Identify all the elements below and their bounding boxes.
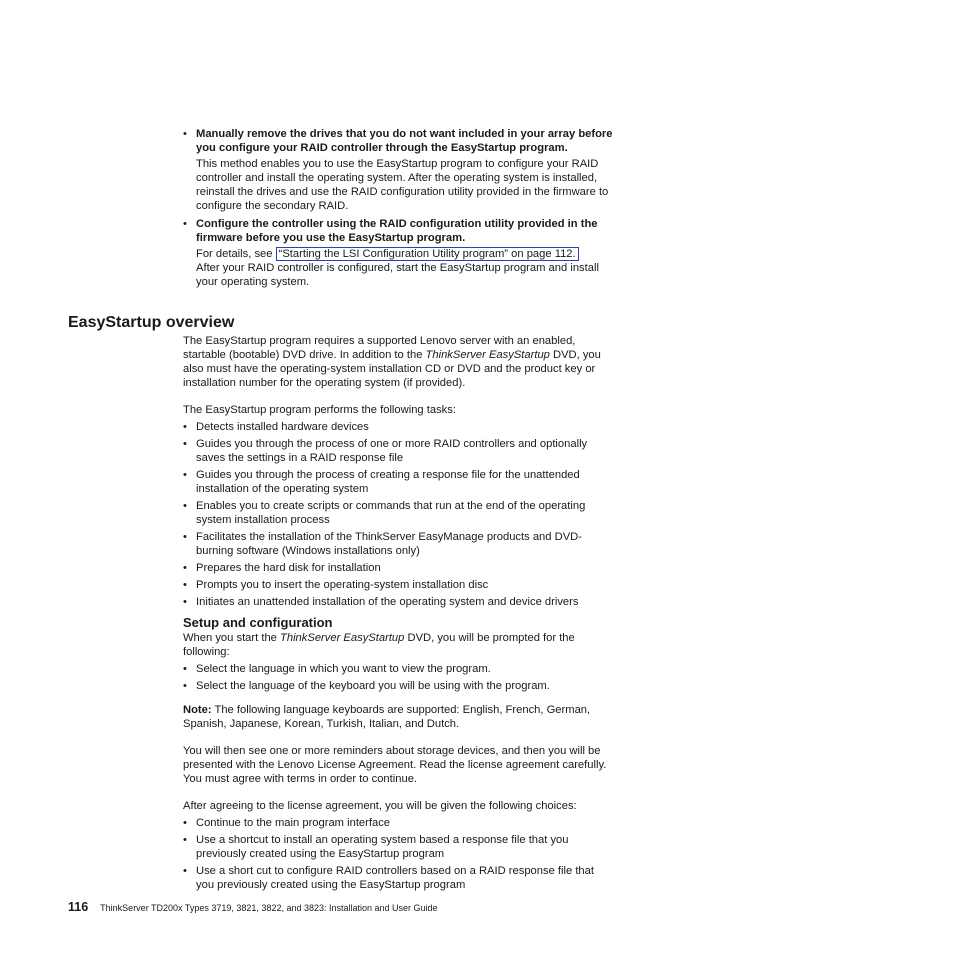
list-item: • Guides you through the process of one or more RAID controllers and optionally saves the settings in a RAID response file — [183, 437, 615, 465]
list-item-body — [196, 247, 615, 289]
note-label: Note: — [183, 704, 212, 716]
body-suffix: After your RAID controller is configured, start the EasyStartup program and install your operating system. — [196, 262, 599, 288]
list-item: • Prepares the hard disk for installation — [183, 561, 615, 575]
list-item-heading: • Manually remove the drives that you do not want included in your array before you configure your RAID controller through the EasyStartup program. — [196, 128, 613, 154]
overview-body — [183, 334, 615, 612]
list-item: • Prompts you to insert the operating-system installation disc — [183, 578, 615, 592]
intro-list-block — [183, 127, 615, 292]
list-item-heading: • Configure the controller using the RAID configuration utility provided in the firmware before you use the EasyStartup program. — [196, 218, 598, 244]
note-text: The following language keyboards are supported: English, French, German, Spanish, Japanese, Korean, Turkish, Italian, and Dutch. — [183, 704, 591, 730]
text-run: The EasyStartup program requires a supported Lenovo server with an enabled, startable (bootable) DVD drive. In addition to the — [183, 335, 576, 361]
list-item: • Facilitates the installation of the ThinkServer EasyManage products and DVD-burning software (Windows installations only) — [183, 530, 615, 558]
prompts-list — [183, 662, 615, 693]
section-title: EasyStartup overview — [68, 314, 235, 331]
list-item: • Select the language in which you want to view the program. — [183, 662, 615, 676]
list-item: • Enables you to create scripts or commands that run at the end of the operating system installation process — [183, 499, 615, 527]
text-run: DVD, you also must have the operating-system installation CD or DVD and the product key or installation number for the operating system (if provided). — [183, 349, 601, 389]
reminder-paragraph: You will then see one or more reminders about storage devices, and then you will be presented with the Lenovo License Agreement. Read the license agreement carefully. You must agree with terms in order to continue. — [183, 745, 607, 785]
list-item — [183, 127, 615, 213]
setup-intro — [183, 631, 615, 659]
list-item — [183, 217, 615, 289]
body-prefix: For details, see — [196, 248, 276, 260]
intro-list — [183, 127, 615, 289]
subsection-title: Setup and configuration — [183, 615, 333, 630]
list-item: • Use a shortcut to install an operating system based a response file that you previously created using the EasyStartup program — [183, 833, 615, 861]
list-item: • Continue to the main program interface — [183, 816, 615, 830]
page-footer — [68, 900, 438, 915]
cross-reference-link[interactable]: “Starting the LSI Configuration Utility program” on page 112. — [276, 247, 579, 261]
text-run: When you start the — [183, 632, 281, 644]
list-item-body: This method enables you to use the EasyStartup program to configure your RAID controller and install the operating system. After the operating system is installed, reinstall the drives and use the RAID configuration utility provided in the firmware to configure the secondary RAID. — [196, 158, 609, 212]
setup-section — [183, 615, 615, 895]
tasks-list — [183, 420, 615, 609]
overview-paragraph — [183, 334, 615, 390]
list-item: • Use a short cut to configure RAID controllers based on a RAID response file that you previously created using the EasyStartup program — [183, 864, 615, 892]
list-item: • Select the language of the keyboard you will be using with the program. — [183, 679, 615, 693]
text-run: DVD, you will be prompted for the following: — [183, 632, 575, 658]
tasks-intro: The EasyStartup program performs the following tasks: — [183, 404, 456, 416]
product-name: ThinkServer EasyStartup — [280, 632, 405, 644]
list-item: • Guides you through the process of creating a response file for the unattended installation of the operating system — [183, 468, 615, 496]
footer-text: ThinkServer TD200x Types 3719, 3821, 3822, and 3823: Installation and User Guide — [100, 903, 438, 913]
page-number: 116 — [68, 900, 89, 914]
list-item: • Detects installed hardware devices — [183, 420, 615, 434]
choices-list — [183, 816, 615, 892]
choices-intro: After agreeing to the license agreement, you will be given the following choices: — [183, 800, 577, 812]
note — [183, 703, 615, 731]
list-item: • Initiates an unattended installation of the operating system and device drivers — [183, 595, 615, 609]
product-name: ThinkServer EasyStartup — [425, 349, 550, 361]
